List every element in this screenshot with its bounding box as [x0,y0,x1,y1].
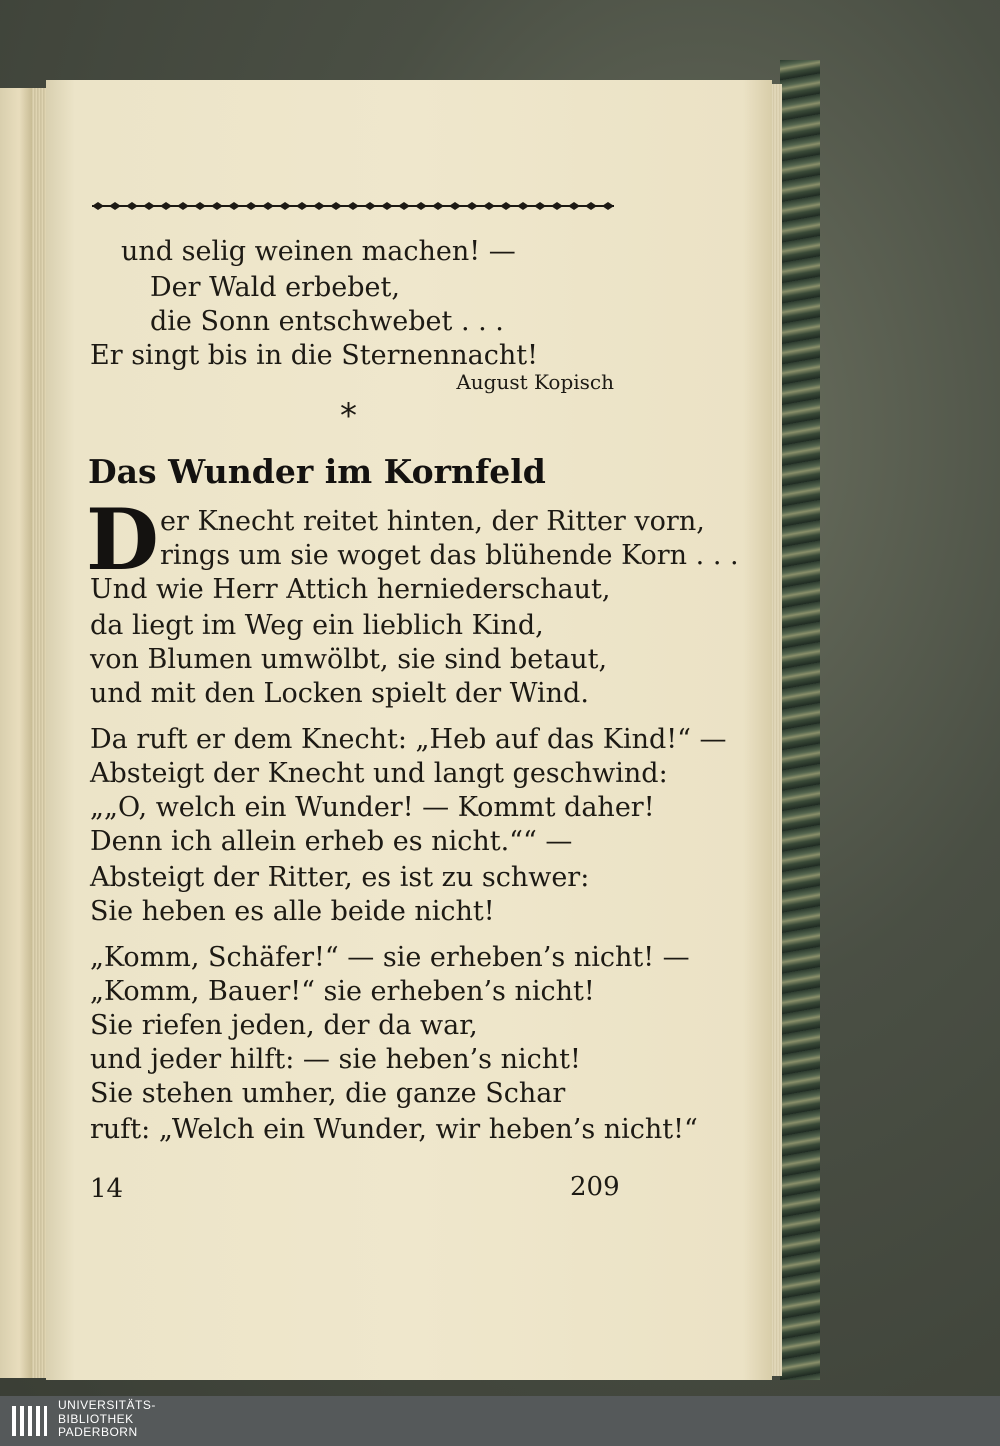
ornament-diamond [432,202,444,210]
poem-line: rings um sie woget das blühende Korn . . . [160,540,739,571]
ornament-diamond [466,202,478,210]
poem-line: „„O, welch ein Wunder! — Kommt daher! [90,792,655,823]
library-logo-icon [6,1400,50,1442]
left-page-edge [0,88,33,1378]
ornament-diamond [449,202,461,210]
library-name-line: UNIVERSITÄTS- [58,1398,156,1412]
library-name-line: PADERBORN [58,1425,138,1439]
poem-end-line: Der Wald erbebet, [150,272,400,303]
ornament-diamond [177,202,189,210]
ornament-diamond [364,202,376,210]
ornament-diamond [381,202,393,210]
poem-line: Da ruft er dem Knecht: „Heb auf das Kind!“ — [90,724,727,755]
poem-line: Sie stehen umher, die ganze Schar [90,1078,566,1109]
poem-line: Sie riefen jeden, der da war, [90,1010,478,1041]
poem-line: ruft: „Welch ein Wunder, wir heben’s nicht!“ [90,1114,698,1145]
page-number: 209 [570,1172,620,1202]
poem-line: Und wie Herr Attich herniederschaut, [90,574,611,605]
poem-line: „Komm, Bauer!“ sie erheben’s nicht! [90,976,595,1007]
poem-line: er Knecht reitet hinten, der Ritter vorn, [160,506,705,537]
ornament-diamond [347,202,359,210]
section-separator: * [340,396,357,436]
ornament-diamond [279,202,291,210]
ornament-diamond [126,202,138,210]
poem-end-line: und selig weinen machen! — [121,236,516,267]
ornament-diamond [568,202,580,210]
ornamental-rule [88,196,618,216]
poem-end-line: Er singt bis in die Sternennacht! [90,340,538,371]
poem-line: „Komm, Schäfer!“ — sie erheben’s nicht! — [90,942,690,973]
ornament-diamond [245,202,257,210]
ornament-diamond [296,202,308,210]
poem-line: und jeder hilft: — sie heben’s nicht! [90,1044,581,1075]
ornament-diamond [313,202,325,210]
ornament-diamond [92,202,104,210]
ornament-diamond [517,202,529,210]
poem-line: Denn ich allein erheb es nicht.““ — [90,826,573,857]
signature-mark: 14 [90,1174,124,1204]
poem-line: von Blumen umwölbt, sie sind betaut, [90,644,608,675]
ornament-diamond [585,202,597,210]
poem-line: Absteigt der Ritter, es ist zu schwer: [90,862,590,893]
library-name [58,1399,156,1440]
poem-title: Das Wunder im Kornfeld [88,452,546,491]
ornament-diamond [109,202,121,210]
author-name: August Kopisch [456,370,614,394]
poem-line: da liegt im Weg ein lieblich Kind, [90,610,544,641]
drop-cap: D [86,490,159,589]
ornament-diamond [194,202,206,210]
ornament-diamond [211,202,223,210]
poem-line: Sie heben es alle beide nicht! [90,896,495,927]
poem-line: und mit den Locken spielt der Wind. [90,678,589,709]
right-page-stack [772,84,782,1376]
ornament-diamond [483,202,495,210]
library-name-line: BIBLIOTHEK [58,1411,134,1426]
ornament-diamond [602,202,614,210]
ornament-diamond [143,202,155,210]
ornament-diamond [262,202,274,210]
ornament-diamond [160,202,172,210]
ornament-diamond [330,202,342,210]
book-cover-edge [780,60,820,1380]
poem-end-line: die Sonn entschwebet . . . [150,306,504,337]
ornament-diamond [228,202,240,210]
poem-line: Absteigt der Knecht und langt geschwind: [90,758,668,789]
ornament-diamond [534,202,546,210]
ornament-diamond [551,202,563,210]
ornament-diamond [398,202,410,210]
left-page-stack [32,88,46,1378]
ornament-diamond [500,202,512,210]
ornament-diamond [415,202,427,210]
